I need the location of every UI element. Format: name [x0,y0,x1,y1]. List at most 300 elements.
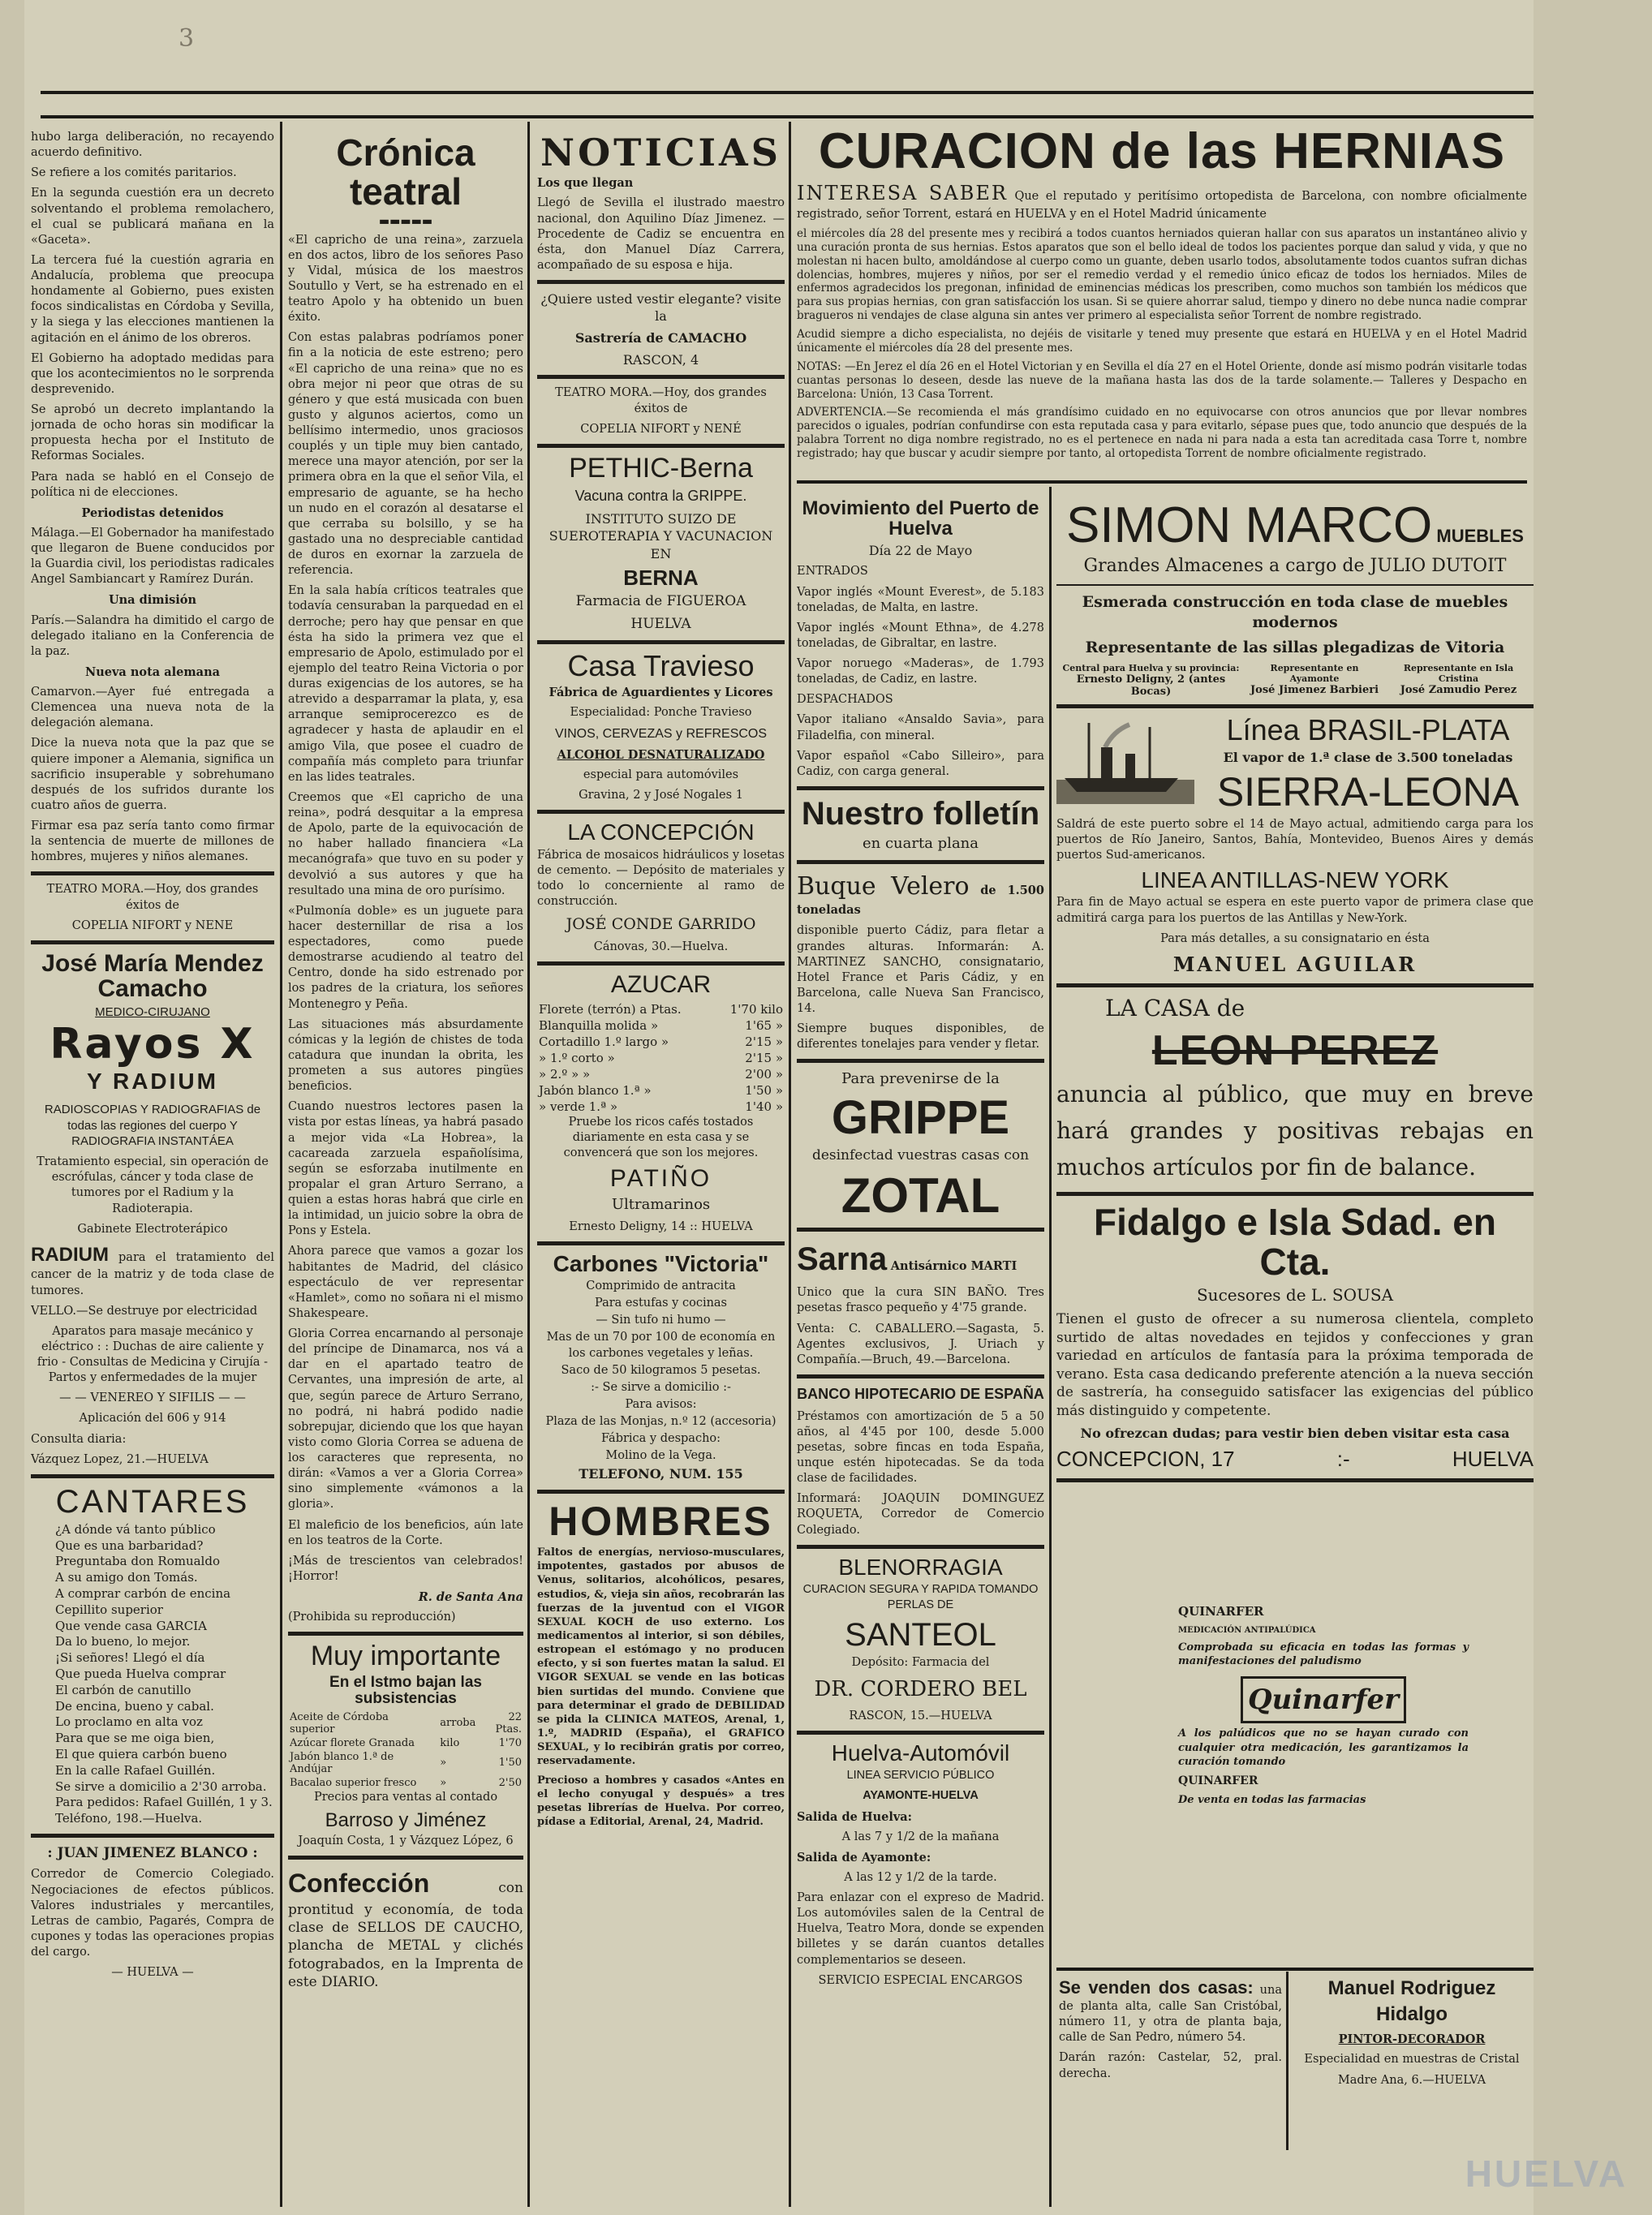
ship-entry: Vapor italiano «Ansaldo Savia», para Filadelfia, con mineral. [797,713,1044,742]
divider [537,1241,785,1245]
table-cell: 2'00 » [745,1066,783,1082]
carbones-line: — Sin tufo ni humo — [596,1314,726,1327]
cronica-title: Crónica teatral [336,131,475,213]
top-rule-2 [41,115,1534,118]
hombres-text-2: Precioso a hombres y casados «Antes en el lecho conyugal y después» a tres pesetas librerías de Huelva. Por correo, pídase a Editorial, Arenal, 24, Madrid. [537,1774,785,1829]
paragraph: Ahora parece que vamos a gozar los habitantes de Madrid, del clásico espectáculo de ver representar «Hamlet», como no soñara ni el mismo Shakespeare. [288,1245,523,1320]
banco-inf: Informará: JOAQUIN DOMINGUEZ ROQUETA, Corredor de Comercio Colegiado. [797,1492,1044,1537]
table-cell: Cortadillo 1.º largo » [539,1034,669,1049]
column-5 [1056,497,1534,2209]
gravina: Gravina, 2 y José Nogales 1 [579,789,743,802]
signature: R. de Santa Ana [418,1590,523,1605]
aparatos: Aparatos para masaje mecánico y eléctrico : : Duchas de aire caliente y frio - Consultas de Medicina y Cirujía - Partos y enfermedades de la mujer [37,1324,269,1385]
cantares-title: CANTARES [55,1483,250,1520]
divider [31,1834,274,1838]
teatro-mora: TEATRO MORA.—Hoy, dos grandes éxitos de [555,386,767,415]
casas-ad [1059,1976,1282,2138]
simon-heading [1056,497,1534,554]
huelva: HUELVA [630,616,691,633]
alcohol: ALCOHOL DESNATURALIZADO [557,747,765,762]
divider [537,810,785,814]
pintor: PINTOR-DECORADOR [1338,2032,1486,2047]
ship-entry: Vapor español «Cabo Silleiro», para Cadiz, con carga general. [797,749,1044,778]
antillas-text: Para fin de Mayo actual se espera en este puerto vapor de primera clase que admitirá carga para los puertos de las Antillas y New-York. [1056,896,1534,925]
divider [1056,584,1534,586]
table-row [537,1001,785,1017]
fabrica: Fábrica de Aguardientes y Licores [549,685,773,699]
canovas: Cánovas, 30.—Huelva. [593,940,729,954]
table-row [537,1050,785,1066]
paragraph: Para nada se habló en el Consejo de política ni de elecciones. [31,470,274,499]
hernias-title: CURACION de las HERNIAS [818,123,1506,179]
instituto: INSTITUTO SUIZO DE SUEROTERAPIA Y VACUNACION EN [549,511,773,561]
simon: SIMON MARCO [1066,497,1433,553]
radium-word: RADIUM [31,1243,109,1266]
archive-watermark: HUELVA [1465,2153,1628,2195]
divider [797,1059,1044,1063]
confeccion-block [288,1866,523,1991]
quinarfer: Quinarfer [1247,1684,1400,1717]
table-cell: » [440,1757,447,1770]
table-cell: 1'65 » [745,1017,783,1033]
table-cell: 22 Ptas. [495,1710,522,1735]
table-row [537,1017,785,1034]
fecha: Día 22 de Mayo [868,543,973,559]
table-row [537,1082,785,1099]
doctor-title: MEDICO-CIRUJANO [95,1004,210,1019]
farmacia: Farmacia de FIGUEROA [575,592,746,609]
verse-line: ¡Si señores! Llegó el día [55,1650,205,1666]
barroso: Barroso y Jiménez [325,1809,487,1832]
santeol: SANTEOL [845,1617,996,1654]
table-row [537,1099,785,1115]
especialidad: Especialidad: Ponche Travieso [570,705,752,719]
buque-text: disponible puerto Cádiz, para fletar a grandes alturas. Informarán: A. MARTINEZ SANCHO, consignatario, Hotel France et Paris Cádiz, y en Barcelona, calle Nueva San Francisco, 14. [797,924,1044,1016]
ship-entry: Vapor noruego «Maderas», de 1.793 toneladas, de Cadiz, en lastre. [797,657,1044,686]
comprobada: Comprobada su eficacia en todas las formas y manifestaciones del paludismo [1178,1641,1469,1668]
cristina-rep-heading: Representante en Isla Cristina [1403,663,1514,685]
verse-line: Se sirve a domicilio a 2'30 arroba. [55,1778,267,1794]
verse-line: Que vende casa GARCIA [55,1618,207,1633]
paragraph: Se refiere a los comités paritarios. [31,166,237,180]
price-table [288,1710,523,1790]
paragraph: hubo larga deliberación, no recayendo acuerdo definitivo. [31,131,274,160]
fidalgo-text: Tienen el gusto de ofrecer a su numerosa clientela, completo surtido de altas novedades en tejidos y confecciones y gran variedad en artículos de fantasía para la próxima temporada de verano. Esta casa dedicando preferente atención a la nueva sección de sastrería, ha conseguido satisfacer las exigencias del público más distinguido y competente. [1056,1311,1534,1419]
column-4 [797,495,1044,2207]
concepcion-city: HUELVA [1452,1447,1534,1472]
column-rule [527,122,530,2207]
paragraph: París.—Salandra ha dimitido el cargo de delegado italiano en la Conferencia de la paz. [31,613,274,658]
subheading: Nueva nota alemana [84,664,221,679]
column-3 [537,130,785,2207]
paragraph: Las situaciones más absurdamente cómicas y la legión de chistes de toda catadura que inundan la obrita, les prometen a sus autores pingües beneficios. [288,1017,523,1094]
teatro-mora-names: COPELIA NIFORT y NENÉ [580,422,742,436]
subheading: Una dimisión [108,593,196,608]
table-row [537,1034,785,1050]
column-rule [1049,487,1052,2207]
column-2 [288,130,523,2207]
bottom-rule [1056,1968,1534,1971]
representante: Representante de las sillas plegadizas de Vitoria [1085,639,1505,657]
ayamonte-rep-name: José Jimenez Barbieri [1250,684,1379,697]
buque-text-2: Siempre buques disponibles, de diferentes tonelajes para vender y fletar. [797,1022,1044,1052]
noticias-title: NOTICIAS [540,131,781,174]
divider [537,375,785,379]
table-cell: Aceite de Córdoba superior [290,1710,389,1735]
gabinete: Gabinete Electroterápico [77,1222,228,1236]
news-paragraphs [31,130,274,501]
verse-line: Teléfono, 198.—Huelva. [55,1811,203,1826]
paragraph: La tercera fué la cuestión agraria en Andalucía, problema que preocupa hondamente al Gobierno, pues existen focos sindicalistas en Córdoba y Sevilla, y la siega y las elecciones mantienen la agitación en el ánimo de los obreros. [31,253,274,345]
table-row [537,1066,785,1082]
medicacion: MEDICACIÓN ANTIPALÚDICA [1178,1625,1316,1635]
blenorragia: BLENORRAGIA [838,1554,1003,1580]
aguilar: MANUEL AGUILAR [1172,952,1418,976]
hernias-text: el miércoles día 28 del presente mes y recibirá a todos cuantos herniados quieran hallar con sus aparatos un instantáneo alivio y una curación pronta de sus hernias. Estos aparatos que son el bello ideal de todos los pacientes porque dan salud y vida, y que no molestan ni hacen bulto, amoldándose al cuerpo como un guante, deben usarlo todos, absolutamente todos cuantos sufran dichas dolencias, hombres, mujeres y niños, por ser el remedio verdad y el remedio único eficaz de todos los herniados. Miles de enfermos agradecidos los pregonan, infinidad de eminencias médicas los prescriben, como muchos son también los médicos que para sus propias hernias, con gran satisfacción los usan. Si se quiere ahorrar salud, tiempo y dinero no debe nunca nadie comprar bragueros ni vendajes de clase alguna sin antes ver primero al especialista señor Torrent de nombre registrado. [797,226,1527,323]
quinarfer-banner [1241,1676,1406,1723]
buque-heading [797,871,1044,919]
paragraph: Firmar esa paz sería tanto como firmar la sentencia de muerte de millones de hombres, mujeres y niños alemanes. [31,819,274,864]
folletin-2: en cuarta plana [863,834,979,852]
interesa: INTERESA SABER [797,182,1008,205]
hernias-ad [797,122,1527,479]
servicio: SERVICIO ESPECIAL ENCARGOS [818,1973,1023,1987]
alcohol2: especial para automóviles [583,768,739,782]
carbones-line: Para estufas y cocinas [594,1297,728,1310]
verse-line: Da lo bueno, lo mejor. [55,1634,191,1649]
hernias-notas: NOTAS: —En Jerez el día 26 en el Hotel Victorian y en Sevilla el día 27 en el Hotel Oriente, donde así mismo podrán visitarle todas cuantas personas lo deseen, desde las nueve de la mañana hasta las dos de la tarde solamente.— Talleres y Despacho en Barcelona: Unión, 13 Casa Torrent. [797,359,1527,401]
carbones-line: Fábrica y despacho: [600,1432,721,1446]
divider [797,1731,1044,1735]
azucar-title: AZUCAR [610,971,712,999]
carbones-lines [537,1279,785,1464]
entrados-list [797,585,1044,688]
paragraph: «El capricho de una reina», zarzuela en dos actos, libro de los señores Paso y Vidal, música de los maestros Soutullo y Vert, se ha estrenado en el teatro Apolo y ha obtenido un buen éxito. [288,233,523,325]
venta: De venta en todas las farmacias [1178,1794,1366,1807]
table-row [288,1750,523,1776]
page-mark: 3 [179,24,195,53]
table-cell: » [440,1776,447,1789]
carbones-line: :- Se sirve a domicilio :- [591,1380,731,1394]
divider [31,1474,274,1478]
table-cell: kilo [440,1736,460,1749]
table-cell: 1'50 » [745,1082,783,1098]
zotal: ZOTAL [841,1168,1000,1223]
ayamonte-rep-heading: Representante en Ayamonte [1270,663,1359,685]
paragraph: En la segunda cuestión era un decreto solventando el problema remolachero, el cual se publicará mañana en la «Gaceta». [31,187,274,247]
carbones-line: Para avisos: [625,1397,697,1411]
divider [797,1374,1044,1378]
casas-block [1059,1976,1282,2045]
hernias-adv: ADVERTENCIA.—Se recomienda el más grandísimo cuidado en no equivocarse con otros anuncios que por llevar nombres parecidos o iguales, podrían confundirse con esta reputada casa y para evitarlo, sépase pues que, todo anuncio que después de la palabra Torrent no diga nombre registrado, no es el pertenece en nada ni para nada a esta tan acreditada casa Torre t, nombre registrado; hay que buscar y acudir siempre por tanto, al ortopedista Torrent de nombre oficialmente registrado. [797,406,1527,461]
paragraph: «Pulmonía doble» es un juguete para hacer desternillar de risa a los espectadores, como puede demostrarse acudiendo al teatro del Centro, donde ha sido estrenado por los padres de la criatura, los señores Montenegro y Peña. [288,904,523,1011]
berna: BERNA [623,565,699,590]
verse-line: A su amigo don Tomás. [55,1570,198,1585]
divider [31,940,274,944]
hernias-lead-block [797,181,1527,222]
verse-line: El carbón de canutillo [55,1682,191,1697]
verse-line: Para que se me oiga bien, [55,1731,215,1746]
tratamiento: Tratamiento especial, sin operación de escrófulas, cáncer y toda clase de tumores por el Radium y la Radioterapia. [37,1155,269,1215]
verse-line: En la calle Rafael Guillén. [55,1762,216,1778]
vinos: VINOS, CERVEZAS y REFRESCOS [554,726,768,741]
leon-text: anuncia al público, que muy en breve hará grandes y positivas rebajas en muchos artículos por fin de balance. [1056,1081,1534,1181]
hernias-bottom-rule [797,480,1527,484]
divider [537,444,785,448]
sarna-text: Unico que la cura SIN BAÑO. Tres pesetas frasco pequeño y 4'75 grande. [797,1286,1044,1315]
divider [797,860,1044,864]
ship-entry: Vapor inglés «Mount Everest», de 5.183 toneladas, de Malta, en lastre. [797,585,1044,614]
casas-text: una de planta alta, calle San Cristóbal, número 11, y otra de planta baja, calle de San Pedro, número 54. [1059,1984,1282,2045]
divider [288,1856,523,1860]
verse-line: Que es una barbaridad? [55,1538,204,1553]
paragraph: El Gobierno ha adoptado medidas para que los acontecimientos no le sorprenda desprevenido. [31,351,274,396]
antillas: LINEA ANTILLAS-NEW YORK [1141,867,1449,893]
quinarfer-ad [1178,1604,1469,1807]
column-rule [1286,1972,1288,2150]
salida-huelva-h: A las 7 y 1/2 de la mañana [841,1830,1000,1843]
rascon: RASCON, 15.—HUELVA [849,1709,992,1723]
table-cell: Blanquilla molida » [539,1017,659,1033]
nota-paragraphs [31,685,274,865]
divider [288,1632,523,1636]
azucar-table [537,1001,785,1115]
sarna-venta: Venta: C. CABALLERO.—Sagasta, 5. Agentes exclusivos, J. Uriach y Compañía.—Bruch, 49.—Barcelona. [797,1322,1044,1366]
subheading: Periodistas detenidos [81,505,224,520]
brasil: Línea BRASIL-PLATA [1226,713,1510,747]
newspaper-page [24,0,1534,2215]
ship-icon [1056,715,1194,804]
barroso-dir: Joaquín Costa, 1 y Vázquez López, 6 [298,1834,514,1848]
table-cell: 1'70 kilo [729,1001,783,1017]
teatro-mora-names: COPELIA NIFORT y NENE [71,918,234,932]
table-cell: » 1.º corto » [539,1050,615,1065]
representantes-row [1056,663,1534,698]
ship-entry: Vapor inglés «Mount Ethna», de 4.278 toneladas, de Gibraltar, en lastre. [797,621,1044,650]
column-rule [280,122,282,2207]
quinarfer-top: QUINARFER [1178,1604,1264,1619]
table-cell: 2'50 [498,1776,522,1789]
paragraph: Cuando nuestros lectores pasen la vista por estas líneas, ya habrá pasado a mejor vida «La Hobrea», la cacareada zarzuela españolísima, según se esforzaba inutilmente en propalar el gran Arturo Serrano, a quien a estas horas habrá que cirle en la intimidad, un juicio sobre la obra de Pons y Estela. [288,1100,523,1238]
no-ofrezcan: No ofrezcan dudas; para vestir bien deben visitar esta casa [1080,1426,1510,1442]
divider [537,961,785,966]
pruebe: Pruebe los ricos cafés tostados diariamente en esta casa y se convencerá que son los mejores. [563,1115,759,1160]
especialidad: Especialidad en muestras de Cristal [1304,2053,1520,2067]
verse-line: ¿A dónde vá tanto público [55,1521,216,1537]
carbones-line: Comprimido de antracita [586,1280,736,1293]
subheading: Los que llegan [537,176,634,191]
sarna-heading [797,1238,1044,1281]
despachados-list [797,712,1044,780]
divider [797,786,1044,790]
despachados: DESPACHADOS [797,693,893,707]
salida-ayamonte: Salida de Ayamonte: [797,1850,931,1864]
verse-line: Preguntaba don Romualdo [55,1554,220,1569]
rodriguez-ad [1294,1976,1529,2138]
divider [1056,1192,1534,1196]
table-cell: » verde 1.ª » [539,1099,618,1114]
verse-line: A comprar carbón de encina [55,1585,231,1601]
divider [537,1490,785,1494]
divider [31,871,274,875]
table-cell: 2'15 » [745,1050,783,1065]
buque-ton: de 1.500 toneladas [797,883,1044,918]
carbones-line: Saco de 50 kilogramos 5 pesetas. [561,1363,761,1377]
paragraph: Málaga.—El Gobernador ha manifestado que llegaron de Buene conducidos por la Guardia civil, los periodistas radicales Angel Sambiancart y Ramírez Durán. [31,526,274,587]
ayamonte-rep [1245,663,1383,698]
verse-line: Que pueda Huelva comprar [55,1666,226,1681]
deposito: Depósito: Farmacia del [851,1656,990,1670]
auto-text: Para enlazar con el expreso de Madrid. Los automóviles salen de la Central de Huelva, Teatro Mora, donde se expenden billetes y se darán cuantos detalles complementarios se deseen. [797,1891,1044,1967]
rascon: RASCON, 4 [622,352,699,368]
aplicacion: Aplicación del 606 y 914 [79,1412,226,1426]
prevenirse: Para prevenirse de la [841,1070,1000,1088]
direccion: Vázquez Lopez, 21.—HUELVA [31,1452,209,1466]
prohibida: (Prohibida su reproducción) [288,1611,456,1624]
divider [1056,1478,1534,1482]
paragraph: Gloria Correa encarnando al personaje del príncipe de Dinamarca, nos vá a dar en el apartado teatro de Cervantes, una impresión de arte, al que, según parece de Arturo Serrano, no podrá, ni habrá podido nadie sobrepujar, diciendo que los que hayan visto como Gloria Correa se aduena de los caracteres que representa, no dirán: «Vamos a ver a Gloria Correa» sino simplemente «vámonos a la gloria». [288,1327,523,1512]
column-1 [31,130,274,2207]
muy-importante: Muy importante [310,1641,501,1672]
pethic: PETHIC-Berna [569,452,753,484]
verse-line: De encina, bueno y cabal. [55,1698,214,1714]
rodriguez: Manuel Rodriguez Hidalgo [1327,1977,1496,2025]
conde: JOSÉ CONDE GARRIDO [566,915,756,934]
almacenes: Grandes Almacenes a cargo de JULIO DUTOIT [1083,556,1507,576]
casas: Se venden dos casas: [1059,1977,1254,1998]
entrados: ENTRADOS [797,565,868,578]
sierra: SIERRA-LEONA [1216,769,1520,815]
deligny: Ernesto Deligny, 14 :: HUELVA [569,1219,753,1233]
confeccion-text: con prontitud y economía, de toda clase de SELLOS DE CAUCHO, plancha de METAL y clichés fotograbados, en la Imprenta de este DIARIO. [288,1880,523,1991]
cordero: DR. CORDERO BEL [814,1677,1027,1702]
paragraph: Llegó de Sevilla el ilustrado maestro nacional, don Aquilino Díaz Jimenez. —Procedente de Cadiz se encuentra en ésta, don Manuel Díaz Carrera, acompañado de su esposa e hija. [537,196,785,272]
table-cell: Bacalao superior fresco [290,1776,417,1789]
ship-illustration [1056,715,1194,804]
central-rep [1056,663,1245,698]
paragraph: Se aprobó un decreto implantando la jornada de ocho horas sin modificar la propuesta hecha por el Instituto de Reformas Sociales. [31,403,274,463]
table-cell: 1'70 [498,1736,522,1749]
folletin: Nuestro folletín [801,795,1040,832]
fidalgo: Fidalgo e Isla Sdad. en Cta. [1094,1201,1496,1283]
muebles: MUEBLES [1436,526,1524,546]
central-rep-heading: Central para Huelva y su provincia: [1062,663,1240,674]
jimenez-name: : JUAN JIMENEZ BLANCO : [47,1844,258,1861]
divider [1056,983,1534,987]
quinarfer-2: QUINARFER [1178,1774,1258,1787]
doctor-name: José María Mendez Camacho [41,949,264,1003]
carbones-line: Plaza de las Monjas, n.º 12 (accesoria) [545,1415,777,1429]
movimiento-title: Movimiento del Puerto de Huelva [802,497,1039,540]
sastreria: Sastrería de CAMACHO [574,330,747,346]
cronica-paragraphs [288,233,523,1585]
madre: Madre Ana, 6.—HUELVA [1337,2073,1486,2087]
banco-text: Préstamos con amortización de 5 a 50 años, al 4'45 por 100, desde 5.000 pesetas, sobre fincas en toda España, unque estén hipotecadas. Se da toda clase de facilidades. [797,1409,1044,1486]
table-cell: 2'15 » [745,1034,783,1049]
paragraph: Dice la nueva nota que la paz que se quiere imponer a Alemania, significa un sacrificio insuperable y sobrehumano después de los sufridos durante los cuatro años de guerra. [31,737,274,812]
central-rep-name: Ernesto Deligny, 2 (antes Bocas) [1076,673,1226,699]
rayos-x: Rayos X [49,1019,256,1069]
antisarnico: Antisárnico MARTI [890,1258,1017,1273]
telefono: TELEFONO, NUM. 155 [579,1466,743,1482]
verse-line: Para pedidos: Rafael Guillén, 1 y 3. [55,1795,273,1810]
paragraph: Con estas palabras podríamos poner fin a la noticia de este estreno; pero «El capricho de una reina» que no es obra mejor ni peor que otras de su género y que está musicada con buen gusto y algunos aciertos, como un bellísimo intermedio, unos graciosos couplés y un tiple muy bien cantado, merece una mayor atención, por ser la primera obra en la que el señor Vila, el empresario de aguante, se ha hecho un nudo en el corazón al desatarse el que cerraba su bolsillo, y se ha gastado una no despreciable cantidad de duros en exornar la zarzuela de referencia. [288,331,523,578]
la-casa: LA CASA de [1105,995,1245,1022]
curacion: CURACION SEGURA Y RAPIDA TOMANDO PERLAS DE [802,1583,1039,1612]
palud-text: A los palúdicos que no se hayan curado con cualquier otra medicación, les garantizamos la curación tomando [1178,1727,1469,1768]
casa-travieso: Casa Travieso [567,648,755,682]
concepcion-row [1056,1447,1534,1472]
desinfectad: desinfectad vuestras casas con [811,1147,1030,1164]
consulta: Consulta diaria: [31,1432,127,1446]
carbones-line: Molino de la Vega. [605,1449,716,1463]
concepcion-address: CONCEPCION, 17 [1056,1447,1235,1472]
y-radium: Y RADIUM [87,1069,218,1095]
paragraph: El maleficio de los beneficios, aún late en los teatros de la Corte. [288,1518,523,1547]
table-cell: Jabón blanco 1.ª de Andújar [290,1750,394,1775]
radium-text: para el tratamiento del cancer de la matriz y de toda clase de tumores. [31,1250,274,1297]
top-rule [41,91,1534,94]
vacuna: Vacuna contra la GRIPPE. [574,487,747,504]
carbones: Carbones "Victoria" [553,1250,769,1276]
linea: LINEA SERVICIO PÚBLICO [846,1769,995,1783]
sierra-text: Saldrá de este puerto sobre el 14 de Mayo actual, admitiendo carga para los puertos de Río Janeiro, Santos, Bahía, Montevideo, Buenos Aires y demás puertos Sud-americanos. [1056,817,1534,862]
la-concepcion: LA CONCEPCIÓN [567,819,755,845]
istmo: En el Istmo bajan las subsistencias [329,1674,482,1707]
automovil: Huelva-Automóvil [831,1740,1010,1766]
vestir: ¿Quiere usted vestir elegante? visite la [540,291,781,325]
sarna: Sarna [797,1241,888,1277]
esmerada: Esmerada construcción en toda clase de muebles modernos [1082,593,1508,632]
table-row [288,1736,523,1750]
column-rule [789,122,791,2207]
concepcion-text: Fábrica de mosaicos hidráulicos y losetas de cemento. — Depósito de materiales y todo lo concerniente al ramo de construcción. [537,848,785,909]
patino: PATIÑO [609,1165,712,1193]
daran: Darán razón: Castelar, 52, pral. derecha. [1059,2051,1282,2080]
table-cell: Jabón blanco 1.ª » [539,1082,652,1098]
banco: BANCO HIPOTECARIO DE ESPAÑA [797,1385,1044,1402]
verse-line: El que quiera carbón bueno [55,1746,227,1761]
cristina-rep-name: José Zamudio Perez [1400,684,1517,697]
table-cell: 1'50 [498,1757,522,1770]
radium-block [31,1242,274,1299]
buque: Buque Velero [797,871,970,901]
table-row [288,1776,523,1790]
vapor: El vapor de 1.ª clase de 3.500 toneladas [1223,750,1513,766]
table-cell: Florete (terrón) a Ptas. [539,1001,682,1017]
salida-ayamonte-h: A las 12 y 1/2 de la tarde. [844,1870,997,1884]
venereo: — — VENEREO Y SIFILIS — — [59,1391,246,1405]
ultramarinos: Ultramarinos [611,1195,711,1213]
title-ornament: ▬▬▬▬▬ [378,214,433,228]
concepcion-sep: :- [1336,1447,1350,1472]
table-cell: » 2.º » » [539,1066,591,1082]
hombres-text: Faltos de energías, nervioso-musculares, impotentes, gastados por abusos de Venus, solitarios, alcohólicos, pesares, estudios, &, vieja sin años, recobrarán las fuerzas de la juventud con el VIGOR SEXUAL KOCH de uso externo. Los medicamentos al interior, si son débiles, estropean el estómago y no producen efecto, y si son fuertes matan la salud. El VIGOR SEXUAL se vende en las boticas bien surtidas del mundo. Conviene que para determinar el grado de DEBILIDAD se pida la CLINICA MATEOS, Arenal, 1, 1.º, MADRID (España), el GRAFICO SEXUAL, y lo recibirán gratis por correo, reservadamente. [537,1546,785,1768]
table-row [288,1710,523,1736]
verse-line: Cepillito superior [55,1602,163,1617]
carbones-line: Mas de un 70 por 100 de economía en los carbones vegetales y leñas. [546,1331,776,1360]
table-cell: 1'40 » [745,1099,783,1114]
salida-huelva: Salida de Huelva: [797,1809,913,1824]
paragraph: ¡Más de trescientos van celebrados! ¡Horror! [288,1554,523,1583]
hombres: HOMBRES [549,1498,773,1544]
detalles: Para más detalles, a su consignatario en ésta [1160,931,1430,945]
paragraph: En la sala había críticos teatrales que todavía censuraban la parquedad en el derroche; pero hay que pensar en que ésta ha sido la primera vez que el empresario de Apolo, estimulado por el ejemplo del teatro Reina Victoria o por duras exigencias de los autores, se ha atrevido a desparramar la plata, y, esa arranque semiprocerezco es de agradecer y hasta de aplaudir en el amigo Vila, que posee el cuadro de compañía más completo para triunfar en las lides teatrales. [288,584,523,784]
jimenez-city: — HUELVA — [111,1966,194,1980]
divider [797,1228,1044,1232]
paragraph: Creemos que «El capricho de una reina», podrá desquitar a la empresa de Apolo, parte de la equivocación de no haber hallado financiera «La mecanógrafa» que tuvo en su poder y devolvió a sus autores y que ha resultado una mina de oro purísimo. [288,790,523,897]
leon-perez: LEON PEREZ [1151,1027,1439,1075]
